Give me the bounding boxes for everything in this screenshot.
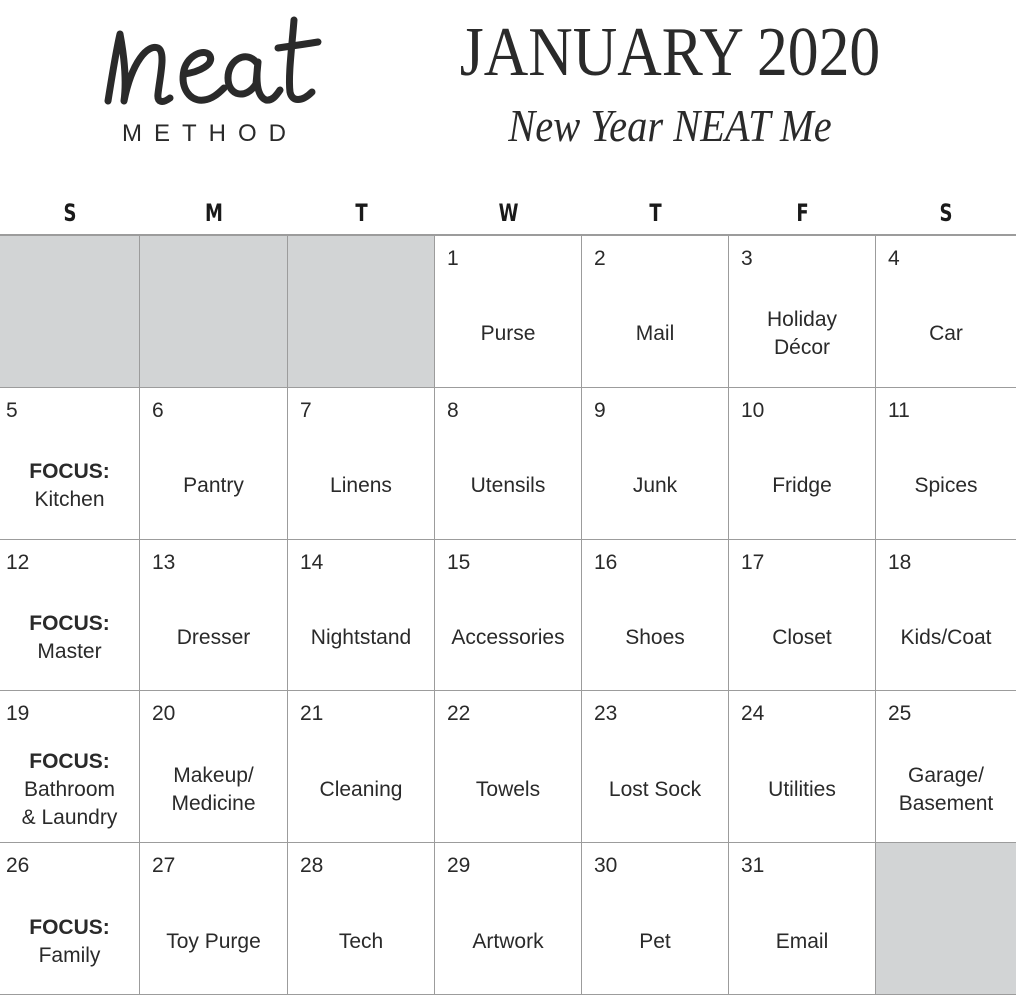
day-cell — [435, 236, 582, 388]
day-number: 10 — [741, 398, 765, 422]
day-cell — [582, 388, 729, 540]
task-label: Spices — [914, 474, 978, 498]
focus-topic: Kitchen — [34, 488, 105, 512]
calendar-grid — [0, 234, 1016, 995]
day-number: 18 — [888, 550, 912, 574]
page-title: JANUARY 2020 — [459, 14, 881, 91]
weekday-thursday: T — [649, 199, 662, 227]
day-cell — [288, 388, 435, 540]
day-number: 20 — [152, 702, 176, 726]
day-cell — [435, 388, 582, 540]
day-number: 14 — [300, 550, 324, 574]
day-number: 21 — [300, 702, 324, 726]
day-number: 8 — [447, 398, 459, 422]
task-label: Car — [929, 322, 963, 346]
task-label: Purse — [480, 322, 536, 346]
day-cell — [729, 691, 876, 843]
day-cell — [435, 843, 582, 995]
day-number: 6 — [152, 398, 164, 422]
logo-subtitle: METHOD — [122, 120, 298, 147]
day-cell — [876, 388, 1016, 540]
day-cell — [288, 691, 435, 843]
task-label: Utensils — [470, 474, 546, 498]
day-number: 16 — [594, 550, 618, 574]
task-label: Fridge — [772, 474, 832, 498]
day-cell — [140, 843, 288, 995]
task-label: Nightstand — [310, 625, 412, 649]
day-cell — [0, 691, 140, 843]
task-label: Utilities — [768, 777, 836, 801]
day-cell — [582, 691, 729, 843]
weekday-tuesday: T — [355, 199, 368, 227]
day-number: 30 — [594, 854, 618, 878]
task-label: Junk — [632, 474, 678, 498]
day-number: 19 — [6, 702, 30, 726]
task-label: Pantry — [183, 474, 244, 498]
weekday-friday: F — [796, 199, 809, 227]
focus-block — [0, 590, 139, 687]
empty-day-cell — [288, 236, 435, 388]
day-number: 3 — [741, 247, 753, 270]
task-label: Toy Purge — [166, 929, 261, 953]
task-label: Shoes — [625, 625, 685, 649]
empty-day-cell — [140, 236, 288, 388]
task-label: Closet — [772, 625, 832, 649]
page-subtitle: New Year NEAT Me — [508, 100, 832, 151]
task-label: Artwork — [472, 929, 544, 953]
task-label: Email — [775, 929, 829, 953]
task-label: Lost Sock — [608, 777, 702, 801]
day-number: 15 — [447, 550, 471, 574]
day-cell — [288, 540, 435, 692]
task-label: Mail — [635, 322, 675, 346]
task-label: Holiday Décor — [766, 308, 838, 360]
task-label: Cleaning — [319, 777, 403, 801]
day-number: 12 — [6, 550, 30, 574]
day-cell — [140, 540, 288, 692]
day-cell — [876, 236, 1016, 388]
task-label: Kids/Coat — [900, 625, 992, 649]
day-cell — [0, 540, 140, 692]
day-number: 17 — [741, 550, 765, 574]
day-cell — [435, 540, 582, 692]
task-label: Makeup/ Medicine — [171, 763, 256, 815]
focus-topic: Bathroom & Laundry — [21, 777, 118, 829]
day-number: 5 — [6, 398, 18, 422]
day-cell — [876, 540, 1016, 692]
task-label: Towels — [475, 777, 541, 801]
day-cell — [876, 691, 1016, 843]
day-number: 9 — [594, 398, 606, 422]
weekday-wednesday: W — [498, 199, 519, 227]
day-number: 31 — [741, 854, 765, 878]
focus-block — [0, 741, 139, 838]
day-cell — [435, 691, 582, 843]
day-number: 26 — [6, 854, 30, 878]
day-cell — [288, 843, 435, 995]
day-cell — [582, 236, 729, 388]
day-cell — [0, 388, 140, 540]
day-cell — [729, 388, 876, 540]
day-cell — [729, 843, 876, 995]
day-number: 2 — [594, 247, 606, 270]
day-number: 11 — [888, 398, 910, 422]
task-label: Garage/ Basement — [898, 763, 994, 815]
weekday-header-row — [0, 195, 1016, 231]
day-number: 13 — [152, 550, 176, 574]
empty-day-cell — [876, 843, 1016, 995]
task-label: Pet — [639, 929, 671, 953]
day-number: 22 — [447, 702, 471, 726]
focus-label: FOCUS: — [29, 749, 110, 773]
focus-label: FOCUS: — [29, 460, 110, 484]
day-number: 24 — [741, 702, 765, 726]
weekday-sunday: S — [63, 199, 77, 227]
day-cell — [140, 388, 288, 540]
day-cell — [140, 691, 288, 843]
empty-day-cell — [0, 236, 140, 388]
day-number: 7 — [300, 398, 312, 422]
focus-label: FOCUS: — [29, 611, 110, 635]
weekday-monday: M — [205, 199, 223, 227]
day-cell — [582, 843, 729, 995]
day-number: 28 — [300, 854, 324, 878]
focus-topic: Master — [37, 639, 102, 663]
task-label: Dresser — [176, 625, 251, 649]
task-label: Accessories — [451, 625, 565, 649]
day-number: 1 — [447, 247, 459, 270]
day-number: 27 — [152, 854, 176, 878]
day-number: 29 — [447, 854, 471, 878]
task-label: Tech — [338, 929, 384, 953]
task-label: Linens — [330, 474, 392, 498]
day-cell — [729, 236, 876, 388]
day-number: 25 — [888, 702, 912, 726]
day-number: 23 — [594, 702, 618, 726]
neat-method-logo — [96, 6, 326, 156]
focus-block — [0, 438, 139, 535]
day-cell — [0, 843, 140, 995]
focus-topic: Family — [38, 943, 101, 967]
day-number: 4 — [888, 247, 900, 270]
day-cell — [582, 540, 729, 692]
neat-script-logo-mark — [96, 6, 326, 118]
focus-label: FOCUS: — [29, 915, 110, 939]
focus-block — [0, 893, 139, 990]
weekday-saturday: S — [939, 199, 953, 227]
day-cell — [729, 540, 876, 692]
